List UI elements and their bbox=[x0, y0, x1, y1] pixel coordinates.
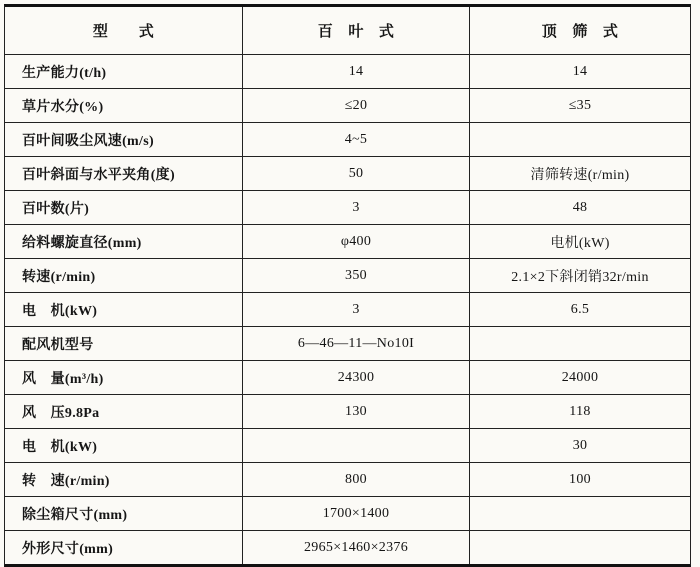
table-row-air-pressure bbox=[5, 395, 690, 429]
spec-label: 草片水分(%) bbox=[5, 89, 243, 122]
topsieve-value: 2.1×2下斜闭销32r/min bbox=[511, 269, 649, 285]
header-cell-type: 型 式 bbox=[5, 7, 243, 54]
topsieve-value: 30 bbox=[572, 437, 588, 453]
spec-label: 风 量(m³/h) bbox=[5, 361, 243, 394]
spec-label: 转 速(r/min) bbox=[5, 463, 243, 496]
table-row-fan-model bbox=[5, 327, 690, 361]
topsieve-value: 6.5 bbox=[570, 301, 590, 317]
table-row-grass-moisture bbox=[5, 89, 690, 123]
topsieve-value: 48 bbox=[572, 199, 588, 215]
topsieve-value: 100 bbox=[569, 471, 591, 487]
header-cell-louver-type: 百 叶 式 bbox=[243, 7, 470, 54]
louver-value: 800 bbox=[243, 463, 470, 496]
topsieve-value: 118 bbox=[569, 403, 591, 419]
table-row-motor-2 bbox=[5, 429, 690, 463]
spec-label: 除尘箱尺寸(mm) bbox=[5, 497, 243, 530]
table-row-rotation-speed-2 bbox=[5, 463, 690, 497]
spec-label: 转速(r/min) bbox=[5, 259, 243, 292]
table-row-air-volume bbox=[5, 361, 690, 395]
louver-value: 6—46—11—No10I bbox=[243, 327, 470, 360]
louver-value: 4~5 bbox=[243, 123, 470, 156]
equipment-spec-table bbox=[4, 4, 691, 567]
topsieve-value bbox=[470, 497, 690, 530]
topsieve-value bbox=[470, 123, 690, 156]
topsieve-value: ≤35 bbox=[568, 97, 592, 113]
topsieve-value: 电机(kW) bbox=[550, 235, 610, 251]
spec-label: 配风机型号 bbox=[5, 327, 243, 360]
spec-label: 百叶数(片) bbox=[5, 191, 243, 224]
spec-label: 电 机(kW) bbox=[5, 293, 243, 326]
topsieve-value: 24000 bbox=[561, 369, 599, 385]
louver-value: 50 bbox=[243, 157, 470, 190]
topsieve-value: 清筛转速(r/min) bbox=[530, 167, 630, 183]
louver-value: 130 bbox=[243, 395, 470, 428]
topsieve-value bbox=[470, 327, 690, 360]
header-cell-topsieve-type: 顶 筛 式 bbox=[541, 24, 619, 40]
louver-value: φ400 bbox=[243, 225, 470, 258]
spec-label: 百叶间吸尘风速(m/s) bbox=[5, 123, 243, 156]
table-row-motor-1 bbox=[5, 293, 690, 327]
table-row-louver-angle bbox=[5, 157, 690, 191]
spec-label: 给料螺旋直径(mm) bbox=[5, 225, 243, 258]
louver-value: 3 bbox=[243, 293, 470, 326]
louver-value: 14 bbox=[243, 55, 470, 88]
table-header-row bbox=[5, 7, 690, 55]
louver-value: 1700×1400 bbox=[243, 497, 470, 530]
louver-value: 2965×1460×2376 bbox=[243, 531, 470, 564]
spec-label: 生产能力(t/h) bbox=[5, 55, 243, 88]
table-row-overall-dimensions bbox=[5, 531, 690, 564]
spec-label: 风 压9.8Pa bbox=[5, 395, 243, 428]
topsieve-value bbox=[470, 531, 690, 564]
louver-value: 24300 bbox=[243, 361, 470, 394]
spec-label: 百叶斜面与水平夹角(度) bbox=[5, 157, 243, 190]
table-row-louver-count bbox=[5, 191, 690, 225]
topsieve-value: 14 bbox=[572, 63, 588, 79]
spec-label: 电 机(kW) bbox=[5, 429, 243, 462]
table-row-suction-air-speed bbox=[5, 123, 690, 157]
table-row-dust-box-size bbox=[5, 497, 690, 531]
louver-value bbox=[243, 429, 470, 462]
louver-value: 3 bbox=[243, 191, 470, 224]
spec-label: 外形尺寸(mm) bbox=[5, 531, 243, 564]
table-row-production-capacity bbox=[5, 55, 690, 89]
table-row-feed-screw-diameter bbox=[5, 225, 690, 259]
louver-value: ≤20 bbox=[243, 89, 470, 122]
louver-value: 350 bbox=[243, 259, 470, 292]
table-row-rotation-speed-1 bbox=[5, 259, 690, 293]
